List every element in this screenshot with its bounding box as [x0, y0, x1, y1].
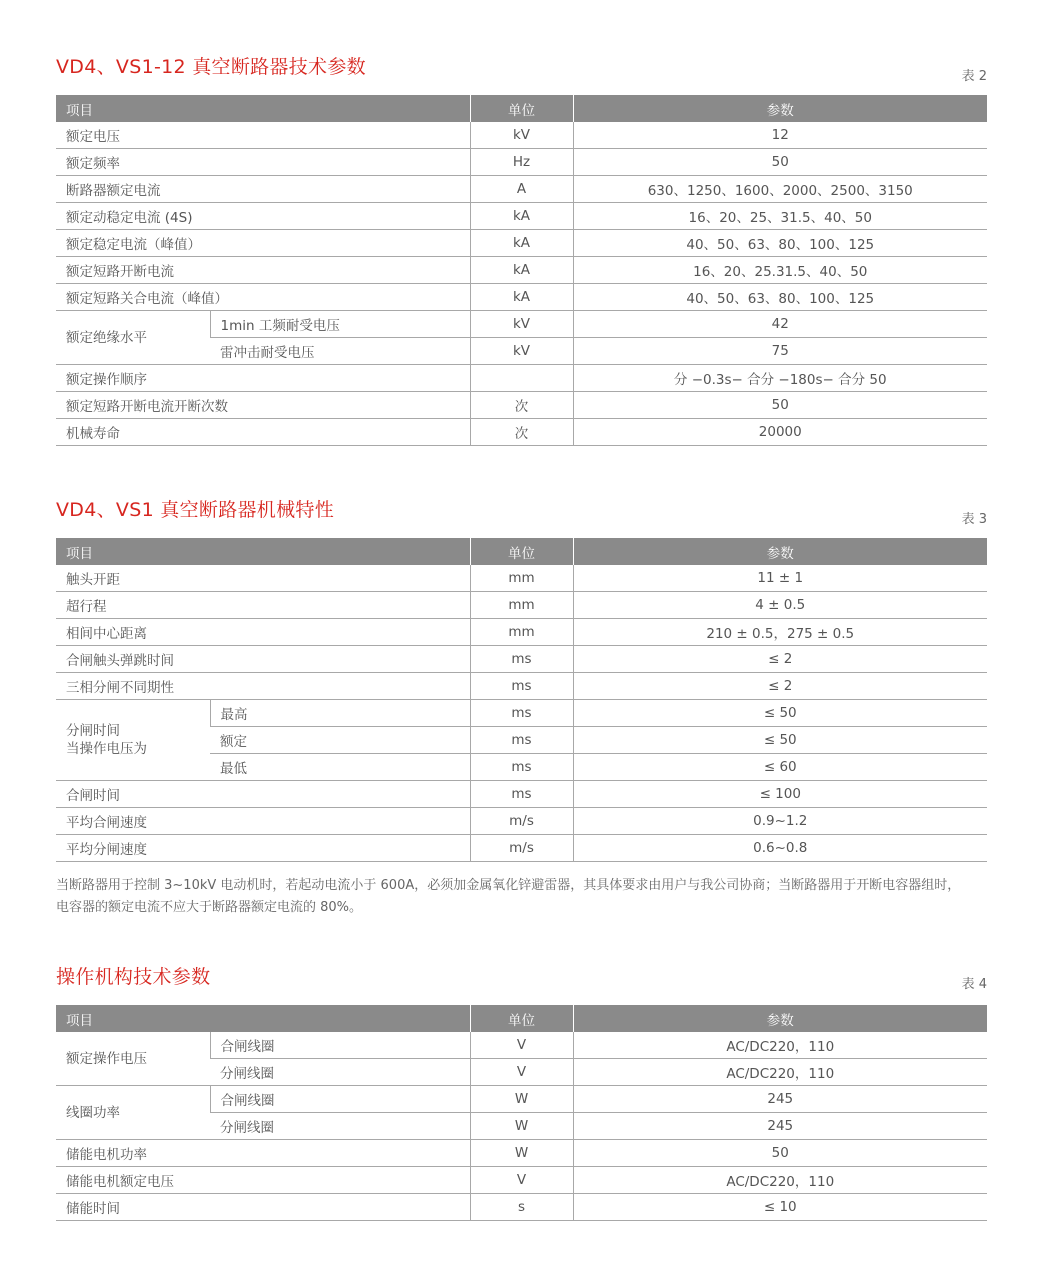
row-item: 机械寿命 [56, 419, 470, 446]
row-unit: kA [470, 230, 573, 257]
row-value: 0.9~1.2 [573, 808, 987, 835]
row-item: 额定短路关合电流（峰值） [56, 284, 470, 311]
row-item: 额定短路开断电流 [56, 257, 470, 284]
row-item: 平均分闸速度 [56, 835, 470, 862]
row-item: 触头开距 [56, 565, 470, 592]
header-unit: 单位 [470, 1005, 573, 1032]
section-title: VD4、VS1-12 真空断路器技术参数 [56, 56, 366, 78]
row-value: ≤ 10 [573, 1194, 987, 1221]
row-subitem: 最低 [210, 754, 470, 781]
row-unit: kV [470, 311, 573, 338]
row-unit: 次 [470, 392, 573, 419]
row-item: 储能电机额定电压 [56, 1167, 470, 1194]
row-item: 合闸时间 [56, 781, 470, 808]
header-value: 参数 [573, 538, 987, 565]
row-value: 245 [573, 1086, 987, 1113]
row-item: 储能电机功率 [56, 1140, 470, 1167]
row-item: 额定操作顺序 [56, 365, 470, 392]
header-unit: 单位 [470, 538, 573, 565]
header-value: 参数 [573, 1005, 987, 1032]
row-value: 0.6~0.8 [573, 835, 987, 862]
table-row [56, 673, 987, 700]
row-unit: W [470, 1113, 573, 1140]
row-unit: ms [470, 781, 573, 808]
row-item: 超行程 [56, 592, 470, 619]
header-item: 项目 [56, 1005, 470, 1032]
table-row [56, 365, 987, 392]
row-value: AC/DC220，110 [573, 1032, 987, 1059]
row-value: 42 [573, 311, 987, 338]
row-subitem: 分闸线圈 [210, 1113, 470, 1140]
row-unit: 次 [470, 419, 573, 446]
row-value: 630、1250、1600、2000、2500、3150 [573, 176, 987, 203]
section-title: 操作机构技术参数 [56, 966, 211, 988]
row-unit: m/s [470, 808, 573, 835]
row-subitem: 雷冲击耐受电压 [210, 338, 470, 365]
row-group-label: 额定绝缘水平 [56, 311, 210, 365]
table-number: 表 2 [961, 69, 987, 84]
row-unit: kA [470, 284, 573, 311]
row-item: 断路器额定电流 [56, 176, 470, 203]
row-value: ≤ 2 [573, 646, 987, 673]
row-unit: V [470, 1032, 573, 1059]
table-row [56, 1194, 987, 1221]
row-item: 额定频率 [56, 149, 470, 176]
group-label-line: 分闸时间 [66, 723, 120, 739]
row-unit: kA [470, 203, 573, 230]
row-value: AC/DC220，110 [573, 1059, 987, 1086]
row-group-label: 线圈功率 [56, 1086, 210, 1140]
table-header-row [56, 1005, 987, 1032]
table-row [56, 419, 987, 446]
table-note [56, 875, 991, 919]
row-unit: mm [470, 619, 573, 646]
row-unit: W [470, 1086, 573, 1113]
row-value: ≤ 100 [573, 781, 987, 808]
row-unit: A [470, 176, 573, 203]
table-row [56, 781, 987, 808]
row-group-label: 额定操作电压 [56, 1032, 210, 1086]
row-value: 75 [573, 338, 987, 365]
table-row [56, 592, 987, 619]
table-row [56, 122, 987, 149]
row-subitem: 最高 [210, 700, 470, 727]
row-item: 额定短路开断电流开断次数 [56, 392, 470, 419]
table-number: 表 3 [961, 512, 987, 527]
table-row [56, 257, 987, 284]
row-unit: W [470, 1140, 573, 1167]
row-unit: m/s [470, 835, 573, 862]
row-item: 三相分闸不同期性 [56, 673, 470, 700]
row-value: 245 [573, 1113, 987, 1140]
row-item: 额定动稳定电流 (4S) [56, 203, 470, 230]
row-unit: V [470, 1167, 573, 1194]
row-value: 16、20、25、31.5、40、50 [573, 203, 987, 230]
section-title: VD4、VS1 真空断路器机械特性 [56, 499, 335, 521]
row-item: 平均合闸速度 [56, 808, 470, 835]
row-item: 相间中心距离 [56, 619, 470, 646]
row-unit: ms [470, 700, 573, 727]
table-row [56, 230, 987, 257]
row-subitem: 额定 [210, 727, 470, 754]
row-unit: kV [470, 122, 573, 149]
table-row [56, 1032, 987, 1059]
table-row [56, 1140, 987, 1167]
group-label-line: 当操作电压为 [66, 741, 147, 757]
table-header-row [56, 95, 987, 122]
row-unit: ms [470, 727, 573, 754]
row-subitem: 合闸线圈 [210, 1032, 470, 1059]
row-value: 210 ± 0.5，275 ± 0.5 [573, 619, 987, 646]
row-value: 16、20、25.31.5、40、50 [573, 257, 987, 284]
header-unit: 单位 [470, 95, 573, 122]
row-unit: mm [470, 565, 573, 592]
row-unit: V [470, 1059, 573, 1086]
row-value: 4 ± 0.5 [573, 592, 987, 619]
table-row [56, 1086, 987, 1113]
table-row [56, 646, 987, 673]
table-row [56, 835, 987, 862]
row-unit: mm [470, 592, 573, 619]
table-row [56, 203, 987, 230]
table-header-row [56, 538, 987, 565]
row-unit: Hz [470, 149, 573, 176]
row-unit: kV [470, 338, 573, 365]
row-item: 合闸触头弹跳时间 [56, 646, 470, 673]
row-value: 12 [573, 122, 987, 149]
technical-params-table [56, 95, 987, 446]
mechanical-characteristics-table [56, 538, 987, 862]
row-unit [470, 365, 573, 392]
row-value: 40、50、63、80、100、125 [573, 284, 987, 311]
row-unit: kA [470, 257, 573, 284]
row-value: ≤ 50 [573, 700, 987, 727]
table-row [56, 392, 987, 419]
header-item: 项目 [56, 95, 470, 122]
row-value: 50 [573, 392, 987, 419]
row-value: ≤ 60 [573, 754, 987, 781]
header-value: 参数 [573, 95, 987, 122]
table-row [56, 808, 987, 835]
table-row [56, 1167, 987, 1194]
operating-mechanism-table [56, 1005, 987, 1221]
table-row [56, 149, 987, 176]
table-row [56, 619, 987, 646]
note-line: 电容器的额定电流不应大于断路器额定电流的 80%。 [56, 900, 363, 915]
table-row [56, 176, 987, 203]
table-row [56, 311, 987, 338]
row-unit: ms [470, 754, 573, 781]
table-row [56, 565, 987, 592]
header-item: 项目 [56, 538, 470, 565]
row-value: 分 −0.3s− 合分 −180s− 合分 50 [573, 365, 987, 392]
table-number: 表 4 [961, 977, 987, 992]
table-row [56, 284, 987, 311]
row-item: 储能时间 [56, 1194, 470, 1221]
row-unit: ms [470, 646, 573, 673]
row-value: ≤ 50 [573, 727, 987, 754]
row-unit: ms [470, 673, 573, 700]
table-row [56, 700, 987, 727]
row-item: 额定电压 [56, 122, 470, 149]
row-value: 40、50、63、80、100、125 [573, 230, 987, 257]
row-subitem: 分闸线圈 [210, 1059, 470, 1086]
row-value: 50 [573, 149, 987, 176]
row-subitem: 1min 工频耐受电压 [210, 311, 470, 338]
row-value: AC/DC220，110 [573, 1167, 987, 1194]
row-unit: s [470, 1194, 573, 1221]
row-value: ≤ 2 [573, 673, 987, 700]
note-line: 当断路器用于控制 3~10kV 电动机时，若起动电流小于 600A，必须加金属氧化锌避雷器，其具体要求由用户与我公司协商；当断路器用于开断电容器组时， [56, 878, 961, 893]
row-item: 额定稳定电流（峰值） [56, 230, 470, 257]
row-subitem: 合闸线圈 [210, 1086, 470, 1113]
row-group-label [56, 700, 210, 781]
row-value: 11 ± 1 [573, 565, 987, 592]
row-value: 20000 [573, 419, 987, 446]
row-value: 50 [573, 1140, 987, 1167]
